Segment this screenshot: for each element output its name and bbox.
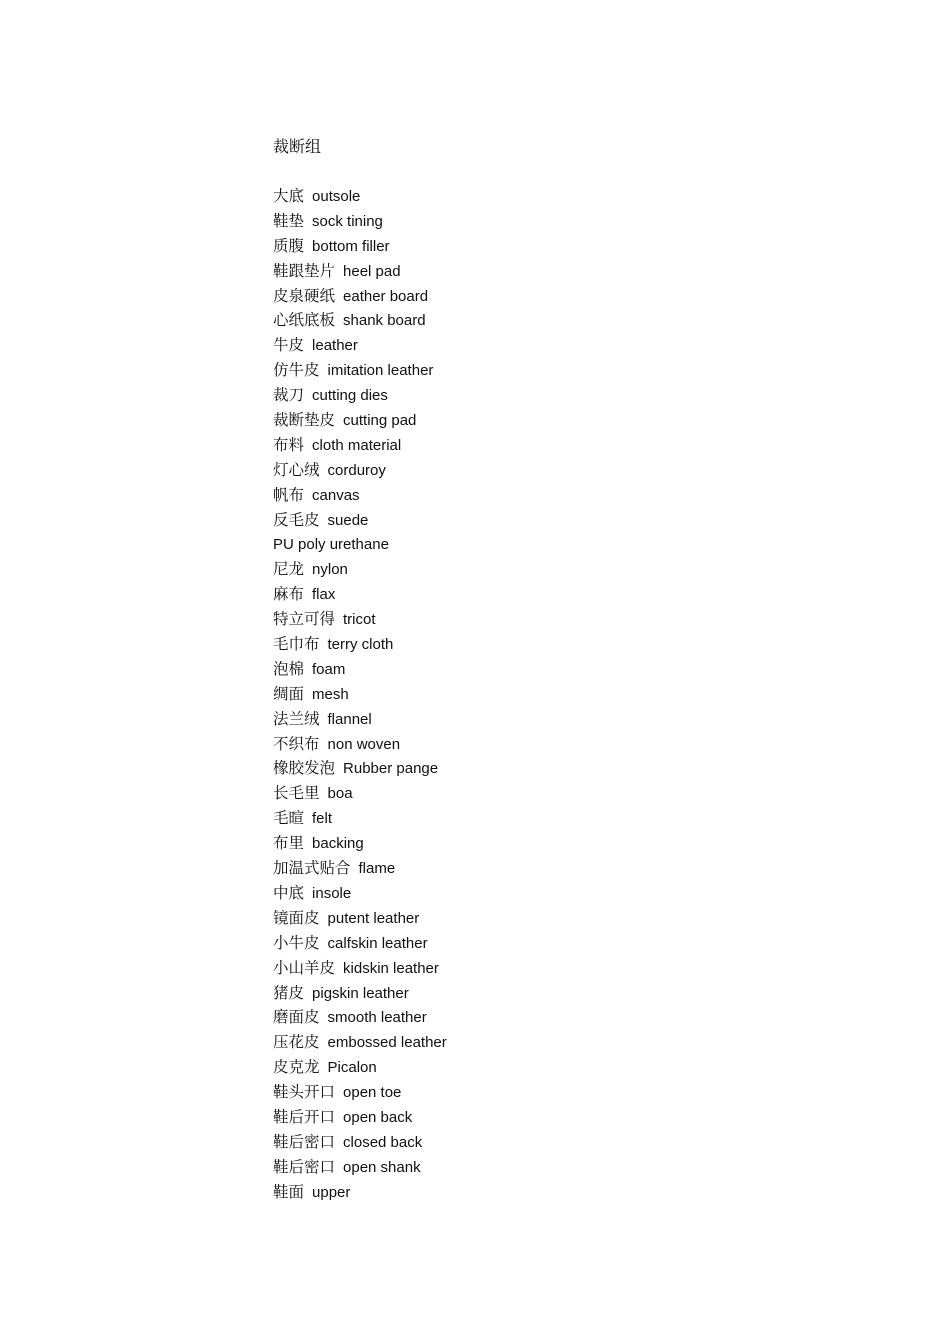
glossary-entry (273, 707, 873, 732)
chinese-term: 鞋后密口 (273, 1157, 336, 1176)
chinese-term: 镜面皮 (273, 908, 320, 927)
english-term: sock tining (312, 212, 383, 230)
english-term: canvas (312, 486, 360, 504)
glossary-entry (273, 856, 873, 881)
english-term: nylon (312, 561, 348, 579)
english-term: pigskin leather (312, 984, 409, 1002)
english-term: PU poly urethane (273, 536, 389, 554)
english-term: eather board (343, 287, 429, 305)
english-term: imitation leather (327, 362, 434, 380)
glossary-entry (273, 1055, 873, 1080)
chinese-term: 中底 (273, 883, 305, 902)
english-term: backing (312, 835, 364, 853)
english-term: corduroy (327, 461, 386, 479)
chinese-term: 法兰绒 (273, 709, 320, 728)
glossary-entry (273, 209, 873, 234)
chinese-term: 反毛皮 (273, 510, 320, 529)
glossary-entry (273, 483, 873, 508)
document-body (273, 134, 873, 1205)
glossary-entry (273, 881, 873, 906)
chinese-term: 皮克龙 (273, 1058, 320, 1077)
english-term: Rubber pange (343, 760, 439, 778)
chinese-term: 加温式贴合 (273, 859, 351, 878)
chinese-term: 麻布 (273, 585, 305, 604)
glossary-entry (273, 383, 873, 408)
blank-line (273, 159, 873, 184)
glossary-entry (273, 931, 873, 956)
english-term: cutting dies (312, 387, 388, 405)
glossary-entry (273, 458, 873, 483)
glossary-entry (273, 1030, 873, 1055)
glossary-list (273, 184, 873, 1205)
glossary-entry (273, 1105, 873, 1130)
glossary-entry (273, 408, 873, 433)
english-term: Picalon (327, 1059, 377, 1077)
chinese-term: 布里 (273, 834, 305, 853)
english-term: flame (358, 860, 396, 878)
english-term: insole (312, 884, 352, 902)
glossary-entry (273, 284, 873, 309)
glossary-entry (273, 582, 873, 607)
glossary-entry (273, 1080, 873, 1105)
chinese-term: 鞋头开口 (273, 1083, 336, 1102)
glossary-entry (273, 657, 873, 682)
chinese-term: 裁断垫皮 (273, 411, 336, 430)
chinese-term: 长毛里 (273, 784, 320, 803)
chinese-term: 鞋后开口 (273, 1107, 336, 1126)
glossary-entry (273, 732, 873, 757)
english-term: cloth material (312, 436, 402, 454)
english-term: kidskin leather (343, 959, 439, 977)
chinese-term: 鞋垫 (273, 211, 305, 230)
glossary-entry (273, 956, 873, 981)
chinese-term: 特立可得 (273, 610, 336, 629)
english-term: heel pad (343, 262, 401, 280)
glossary-entry (273, 308, 873, 333)
english-term: embossed leather (327, 1034, 447, 1052)
english-term: shank board (343, 312, 426, 330)
english-term: boa (327, 785, 353, 803)
english-term: bottom filler (312, 237, 390, 255)
english-term: non woven (327, 735, 401, 753)
chinese-term: 泡棉 (273, 659, 305, 678)
english-term: upper (312, 1183, 351, 1201)
chinese-term: 帆布 (273, 485, 305, 504)
chinese-term: 绸面 (273, 684, 305, 703)
glossary-entry (273, 906, 873, 931)
glossary-entry (273, 184, 873, 209)
english-term: terry cloth (327, 636, 394, 654)
glossary-entry (273, 259, 873, 284)
glossary-entry (273, 333, 873, 358)
english-term: calfskin leather (327, 934, 428, 952)
english-term: open back (343, 1108, 413, 1126)
english-term: open toe (343, 1084, 402, 1102)
glossary-entry (273, 433, 873, 458)
glossary-entry (273, 781, 873, 806)
chinese-term: 压花皮 (273, 1033, 320, 1052)
english-term: open shank (343, 1158, 421, 1176)
english-term: flannel (327, 710, 372, 728)
glossary-entry (273, 1155, 873, 1180)
glossary-entry (273, 607, 873, 632)
chinese-term: 灯心绒 (273, 460, 320, 479)
chinese-term: 鞋后密口 (273, 1132, 336, 1151)
chinese-term: 心纸底板 (273, 311, 336, 330)
chinese-term: 质腹 (273, 236, 305, 255)
english-term: closed back (343, 1133, 423, 1151)
chinese-term: 鞋跟垫片 (273, 261, 336, 280)
chinese-term: 牛皮 (273, 336, 305, 355)
chinese-term: 毛巾布 (273, 635, 320, 654)
glossary-entry (273, 682, 873, 707)
glossary-entry (273, 358, 873, 383)
glossary-entry (273, 632, 873, 657)
english-term: mesh (312, 685, 349, 703)
english-term: tricot (343, 611, 376, 629)
glossary-entry (273, 557, 873, 582)
glossary-entry (273, 981, 873, 1006)
chinese-term: 猪皮 (273, 983, 305, 1002)
chinese-term: 裁刀 (273, 386, 305, 405)
chinese-term: 皮泉硬纸 (273, 286, 336, 305)
chinese-term: 鞋面 (273, 1182, 305, 1201)
glossary-entry (273, 532, 873, 557)
chinese-term: 小山羊皮 (273, 958, 336, 977)
english-term: suede (327, 511, 369, 529)
chinese-term: 不织布 (273, 734, 320, 753)
english-term: smooth leather (327, 1009, 427, 1027)
english-term: foam (312, 660, 346, 678)
chinese-term: 大底 (273, 187, 305, 205)
glossary-entry (273, 1180, 873, 1205)
glossary-entry (273, 756, 873, 781)
glossary-entry (273, 1005, 873, 1030)
chinese-term: 尼龙 (273, 560, 305, 579)
english-term: outsole (312, 188, 361, 205)
chinese-term: 橡胶发泡 (273, 759, 336, 778)
glossary-entry (273, 806, 873, 831)
english-term: putent leather (327, 909, 420, 927)
english-term: cutting pad (343, 412, 417, 430)
chinese-term: 仿牛皮 (273, 361, 320, 380)
chinese-term: 磨面皮 (273, 1008, 320, 1027)
page-title: 裁断组 (273, 137, 322, 156)
glossary-entry (273, 831, 873, 856)
english-term: leather (312, 337, 358, 355)
glossary-entry (273, 508, 873, 533)
english-term: felt (312, 810, 333, 828)
chinese-term: 毛暄 (273, 809, 305, 828)
english-term: flax (312, 586, 336, 604)
glossary-entry (273, 1130, 873, 1155)
chinese-term: 布料 (273, 435, 305, 454)
glossary-entry (273, 234, 873, 259)
chinese-term: 小牛皮 (273, 933, 320, 952)
